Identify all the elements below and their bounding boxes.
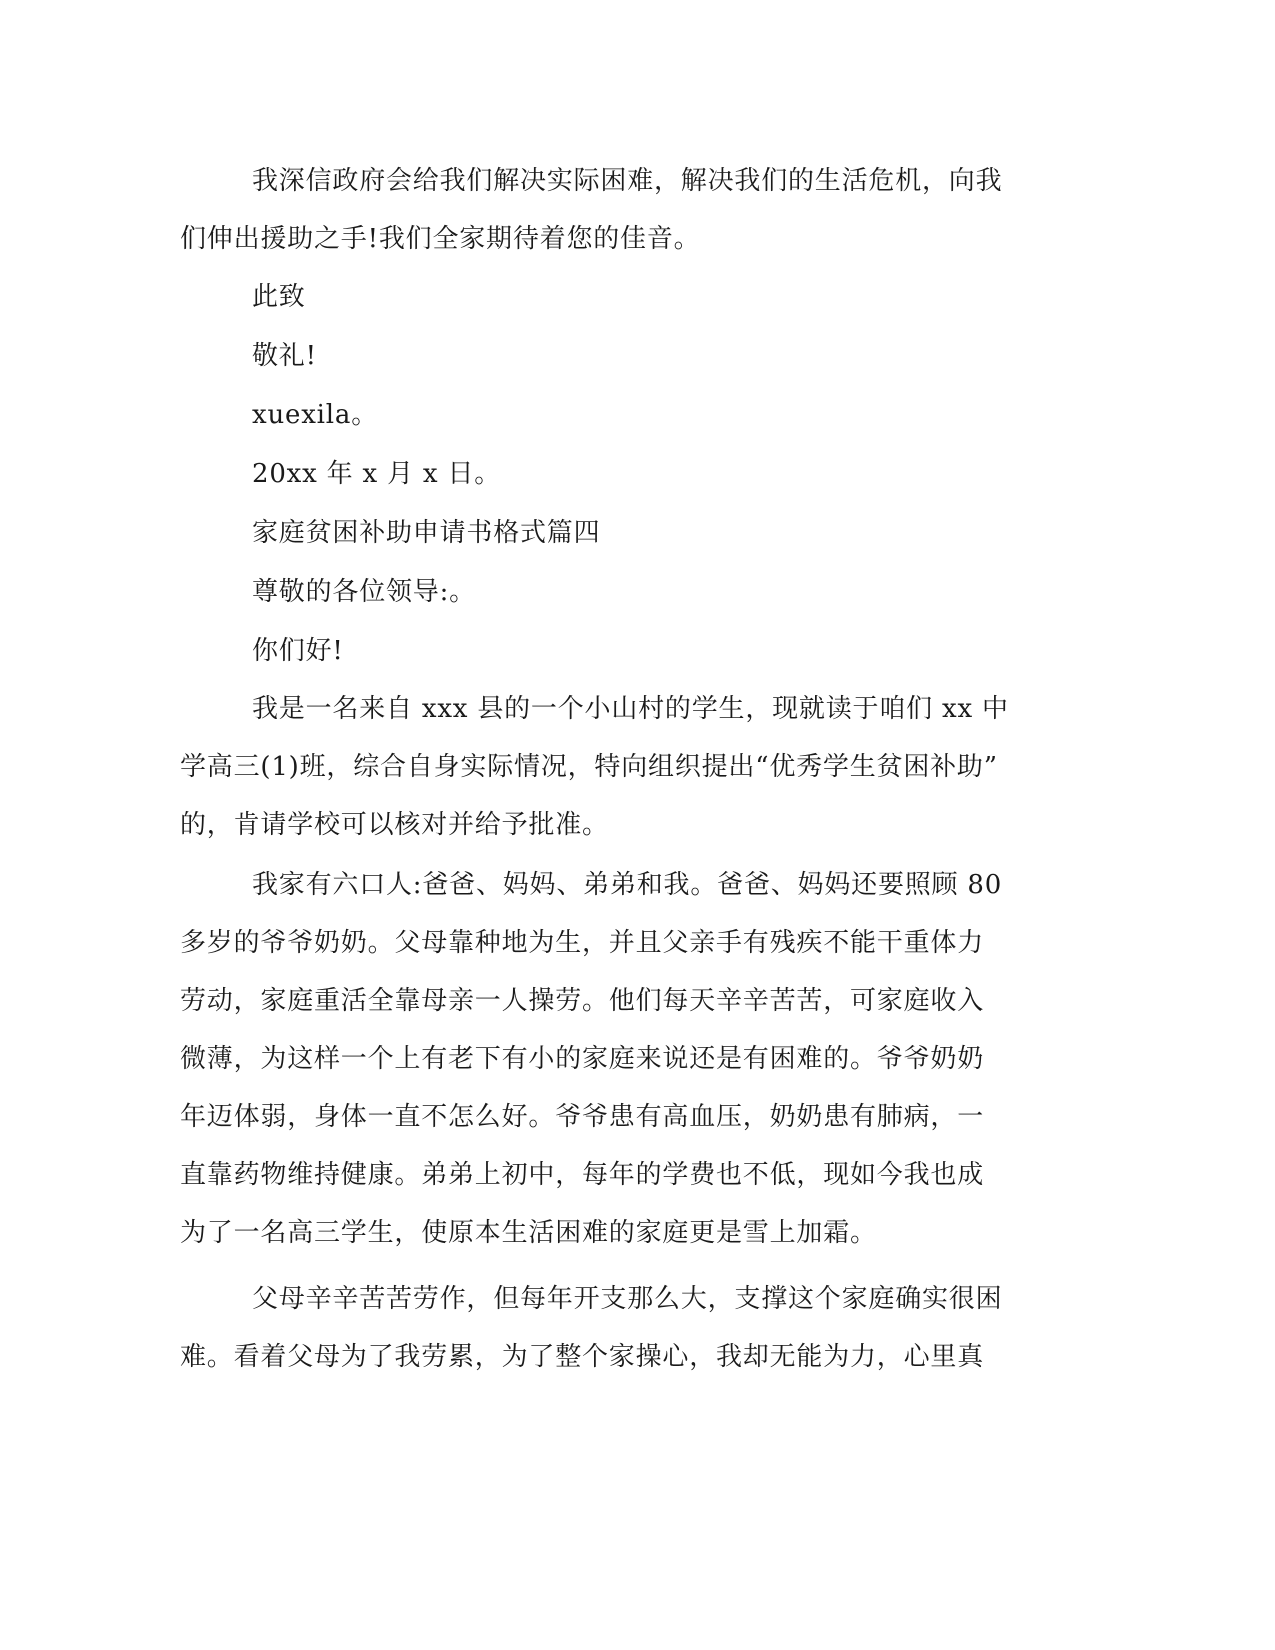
- greeting: 尊敬的各位领导:。: [252, 577, 476, 607]
- paragraph-line: 劳动，家庭重活全靠母亲一人操劳。他们每天辛辛苦苦，可家庭收入: [180, 986, 985, 1016]
- paragraph-line: 年迈体弱，身体一直不怎么好。爷爷患有高血压，奶奶患有肺病，一: [180, 1102, 985, 1132]
- salutation-block: [180, 268, 1030, 681]
- closing-paragraph: [180, 152, 1030, 268]
- paragraph-3: [180, 1270, 1030, 1386]
- paragraph-line: 我家有六口人:爸爸、妈妈、弟弟和我。爸爸、妈妈还要照顾 80: [252, 870, 1003, 900]
- paragraph-line: 们伸出援助之手!我们全家期待着您的佳音。: [180, 224, 701, 254]
- paragraph-line: 学高三(1)班，综合自身实际情况，特向组织提出“优秀学生贫困补助”: [180, 752, 998, 782]
- salutation-ci-zhi: 此致: [252, 282, 306, 312]
- paragraph-1: [180, 680, 1030, 854]
- date-line: 20xx 年 x 月 x 日。: [252, 459, 502, 489]
- paragraph-line: 难。看着父母为了我劳累，为了整个家操心，我却无能为力，心里真: [180, 1342, 985, 1372]
- paragraph-line: 父母辛辛苦苦劳作，但每年开支那么大，支撑这个家庭确实很困: [252, 1284, 1003, 1314]
- paragraph-line: 我深信政府会给我们解决实际困难，解决我们的生活危机，向我: [252, 166, 1003, 196]
- paragraph-line: 为了一名高三学生，使原本生活困难的家庭更是雪上加霜。: [180, 1218, 877, 1248]
- paragraph-line: 直靠药物维持健康。弟弟上初中，每年的学费也不低，现如今我也成: [180, 1160, 985, 1190]
- paragraph-line: 多岁的爷爷奶奶。父母靠种地为生，并且父亲手有残疾不能干重体力: [180, 928, 985, 958]
- paragraph-line: 的，肯请学校可以核对并给予批准。: [180, 810, 609, 840]
- section-title: 家庭贫困补助申请书格式篇四: [252, 518, 601, 548]
- paragraph-2: [180, 856, 1030, 1262]
- paragraph-line: 微薄，为这样一个上有老下有小的家庭来说还是有困难的。爷爷奶奶: [180, 1044, 985, 1074]
- hello-line: 你们好!: [252, 636, 344, 666]
- signature: xuexila。: [252, 400, 378, 430]
- salutation-jing-li: 敬礼!: [252, 341, 317, 371]
- paragraph-line: 我是一名来自 xxx 县的一个小山村的学生，现就读于咱们 xx 中: [252, 694, 1009, 724]
